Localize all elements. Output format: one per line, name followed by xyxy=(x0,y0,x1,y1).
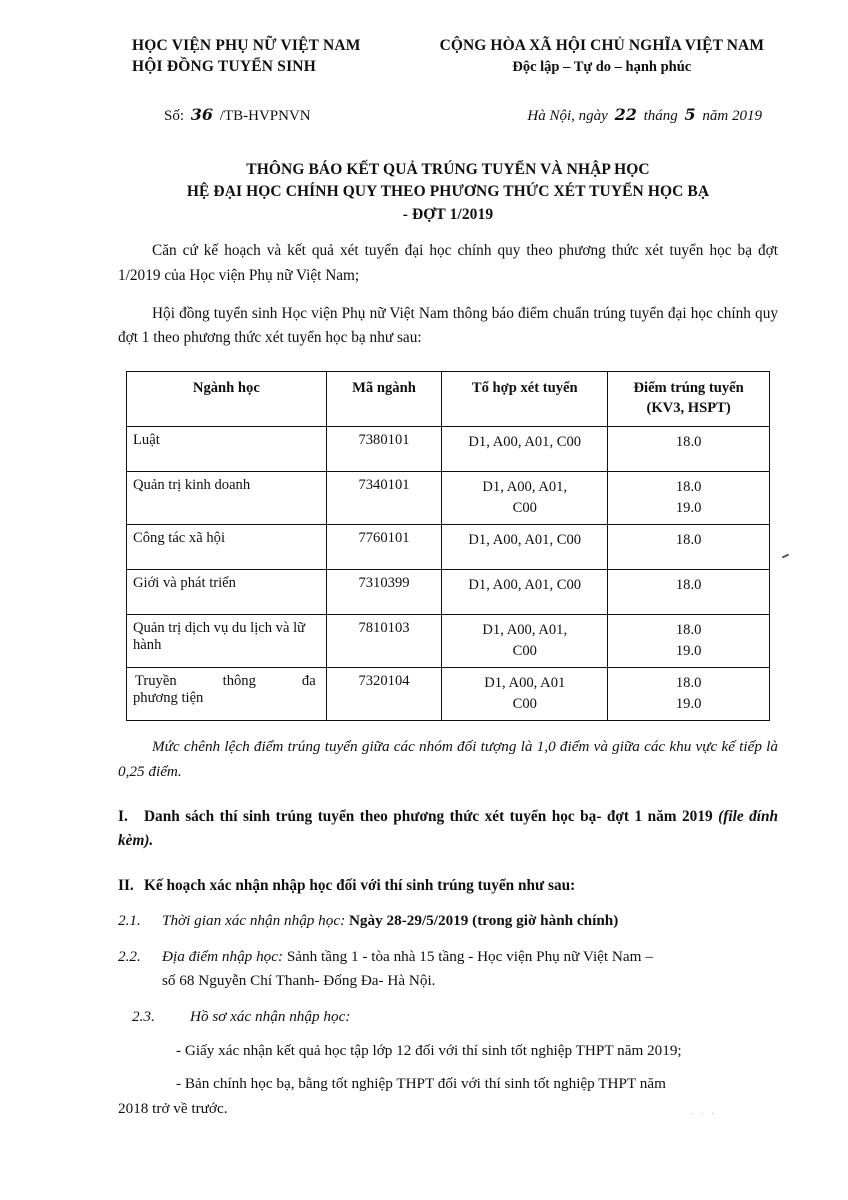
section-i-number: I. xyxy=(118,807,128,825)
major-word-2: thông xyxy=(222,673,256,690)
cell-combination xyxy=(442,471,608,524)
title-line-1: THÔNG BÁO KẾT QUẢ TRÚNG TUYỂN VÀ NHẬP HỌC xyxy=(246,160,650,178)
cell-major: Luật xyxy=(127,426,327,471)
cell-major: Công tác xã hội xyxy=(127,524,327,569)
cell-code: 7340101 xyxy=(326,471,442,524)
cell-score xyxy=(608,668,770,721)
document-header xyxy=(118,36,778,79)
document-number-value: 36 xyxy=(190,104,214,124)
sub-item-2-2-text xyxy=(162,945,778,994)
date-month-label: tháng xyxy=(643,107,678,124)
document-meta-row xyxy=(118,105,778,125)
document-date xyxy=(527,105,778,125)
title-line-3: - ĐỢT 1/2019 xyxy=(402,205,494,223)
admission-score-table xyxy=(126,371,770,721)
section-i-heading xyxy=(118,805,778,854)
cell-combination xyxy=(442,668,608,721)
sub-item-2-1-text xyxy=(162,909,778,934)
major-word-1: Truyền xyxy=(135,673,177,690)
sub-item-2-1-value: Ngày 28-29/5/2019 (trong giờ hành chính) xyxy=(348,912,619,930)
cell-score: 18.0 xyxy=(608,524,770,569)
combination-line-2: C00 xyxy=(512,696,537,713)
table-row xyxy=(127,471,770,524)
table-header-row xyxy=(127,372,770,426)
intro-paragraph-1: Căn cứ kế hoạch và kết quả xét tuyển đại học chính quy theo phương thức xét tuyển học bạ đợt 1/2019 của Học viện Phụ nữ Việt Nam; xyxy=(118,242,778,284)
cell-score xyxy=(608,614,770,667)
cell-score xyxy=(608,471,770,524)
date-year: năm 2019 xyxy=(702,107,762,124)
major-word-3: đa xyxy=(301,673,316,690)
th-major: Ngành học xyxy=(127,372,327,426)
th-major-code: Mã ngành xyxy=(326,372,442,426)
document-number xyxy=(118,105,311,125)
sub-item-2-2-label: Địa điểm nhập học: xyxy=(162,947,284,965)
th-benchmark-score-line1: Điểm trúng tuyển xyxy=(633,380,744,397)
sub-item-2-1-number: 2.1. xyxy=(118,912,141,930)
date-day: 22 xyxy=(614,104,637,124)
cell-code: 7310399 xyxy=(326,569,442,614)
cell-code: 7760101 xyxy=(326,524,442,569)
sub-item-2-2-value: Sảnh tầng 1 - tòa nhà 15 tầng - Học viện Phụ nữ Việt Nam – xyxy=(286,947,653,965)
table-row xyxy=(127,668,770,721)
cell-code: 7380101 xyxy=(326,426,442,471)
table-row xyxy=(127,426,770,471)
cell-combination: D1, A00, A01, C00 xyxy=(442,524,608,569)
cell-code: 7810103 xyxy=(326,614,442,667)
table-row xyxy=(127,524,770,569)
document-number-label: Số: xyxy=(164,107,185,124)
date-month: 5 xyxy=(684,104,696,124)
sub-item-2-2-number: 2.2. xyxy=(118,947,141,965)
sub-item-2-1 xyxy=(118,909,778,934)
sub-item-2-2-value-line2: số 68 Nguyễn Chí Thanh- Đống Đa- Hà Nội. xyxy=(162,972,436,990)
scan-smudge-bottom: · · · xyxy=(690,1108,717,1120)
cell-major xyxy=(127,668,327,721)
section-ii-heading xyxy=(118,874,778,898)
table-row xyxy=(127,569,770,614)
cell-score: 18.0 xyxy=(608,426,770,471)
combination-line-1: D1, A00, A01, xyxy=(482,478,568,495)
score-line-2: 19.0 xyxy=(675,696,702,713)
organization-council: HỘI ĐỒNG TUYỂN SINH xyxy=(132,57,316,75)
sub-item-2-3-label: Hồ sơ xác nhận nhập học: xyxy=(190,1007,351,1025)
score-line-1: 18.0 xyxy=(675,675,702,692)
score-line-2: 19.0 xyxy=(675,642,702,659)
th-subject-combination: Tổ hợp xét tuyển xyxy=(442,372,608,426)
score-line-1: 18.0 xyxy=(675,478,702,495)
document-requirement-1: - Giấy xác nhận kết quả học tập lớp 12 đối với thí sinh tốt nghiệp THPT năm 2019; xyxy=(176,1041,682,1059)
sub-item-2-3-number: 2.3. xyxy=(132,1007,155,1025)
score-line-2: 19.0 xyxy=(675,499,702,516)
section-i-text: Danh sách thí sinh trúng tuyển theo phương thức xét tuyển học bạ- đợt 1 năm 2019 xyxy=(144,807,713,825)
sub-item-2-1-label: Thời gian xác nhận nhập học: xyxy=(162,912,346,930)
section-ii-text: Kế hoạch xác nhận nhập học đối với thí sinh trúng tuyển như sau: xyxy=(144,876,576,894)
document-requirement-2: - Bản chính học bạ, bằng tốt nghiệp THPT đối với thí sinh tốt nghiệp THPT năm xyxy=(176,1075,666,1093)
intro-paragraph-2: Hội đồng tuyển sinh Học viện Phụ nữ Việt Nam thông báo điểm chuẩn trúng tuyển đại học chính quy đợt 1 theo phương thức xét tuyển học bạ như sau: xyxy=(118,304,778,347)
issuing-organization xyxy=(118,36,426,78)
country-name: CỘNG HÒA XÃ HỘI CHỦ NGHĨA VIỆT NAM xyxy=(439,37,765,54)
section-ii-number: II. xyxy=(118,876,134,894)
sub-item-2-3-text xyxy=(190,1005,778,1030)
document-requirement-2-cont: 2018 trở về trước. xyxy=(118,1099,228,1117)
date-prefix: Hà Nội, ngày xyxy=(527,107,608,124)
scan-mark-right xyxy=(782,554,789,559)
th-benchmark-score-line2: (KV3, HSPT) xyxy=(646,399,731,416)
cell-combination: D1, A00, A01, C00 xyxy=(442,569,608,614)
score-difference-note: Mức chênh lệch điểm trúng tuyển giữa các nhóm đối tượng là 1,0 điểm và giữa các khu vực kế tiếp là 0,25 điểm. xyxy=(118,738,778,781)
cell-major: Quản trị dịch vụ du lịch và lữ hành xyxy=(127,614,327,667)
document-content xyxy=(118,30,778,1121)
cell-combination: D1, A00, A01, C00 xyxy=(442,426,608,471)
cell-major: Giới và phát triển xyxy=(127,569,327,614)
sub-item-2-3 xyxy=(118,1005,778,1030)
major-name-line-2: phương tiện xyxy=(133,690,204,707)
major-name-line-1 xyxy=(133,673,320,690)
document-number-suffix: /TB-HVPNVN xyxy=(219,107,311,124)
th-benchmark-score xyxy=(608,372,770,426)
national-heading xyxy=(426,36,778,79)
combination-line-1: D1, A00, A01 xyxy=(484,675,566,692)
national-motto: Độc lập – Tự do – hạnh phúc xyxy=(512,58,692,75)
cell-score: 18.0 xyxy=(608,569,770,614)
section-i-attachment-note: (file đính kèm). xyxy=(118,807,779,850)
cell-major: Quản trị kinh doanh xyxy=(127,471,327,524)
cell-code: 7320104 xyxy=(326,668,442,721)
title-line-2: HỆ ĐẠI HỌC CHÍNH QUY THEO PHƯƠNG THỨC XÉT TUYỂN HỌC BẠ xyxy=(186,183,710,201)
combination-line-2: C00 xyxy=(512,642,537,659)
cell-combination xyxy=(442,614,608,667)
sub-item-2-2 xyxy=(118,945,778,994)
combination-line-1: D1, A00, A01, xyxy=(482,621,568,638)
table-row xyxy=(127,614,770,667)
score-line-1: 18.0 xyxy=(675,621,702,638)
document-title xyxy=(118,159,778,226)
combination-line-2: C00 xyxy=(512,499,537,516)
organization-name: HỌC VIỆN PHỤ NỮ VIỆT NAM xyxy=(132,37,361,54)
